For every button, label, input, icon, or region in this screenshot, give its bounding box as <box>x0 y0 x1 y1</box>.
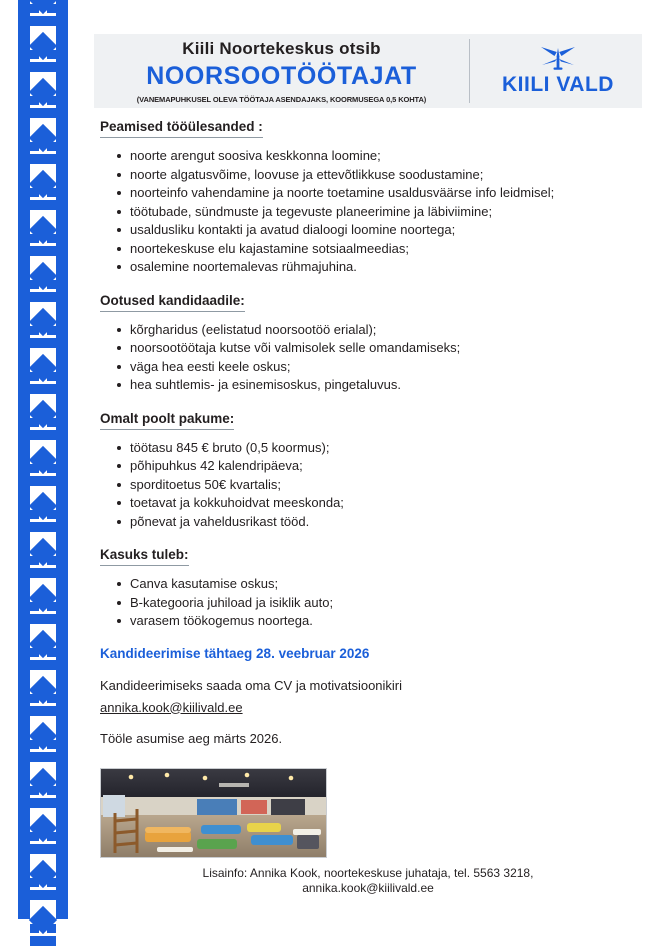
ribbon-bar-right <box>56 0 68 919</box>
poster-header <box>94 34 642 108</box>
section-title: Kasuks tuleb: <box>100 547 189 566</box>
header-note: (VANEMAPUHKUSEL OLEVA TÖÖTAJA ASENDAJAKS, KOORMUSEGA 0,5 KOHTA) <box>136 94 427 104</box>
section-list <box>106 576 642 630</box>
footer-line-1: Lisainfo: Annika Kook, noortekeskuse juhataja, tel. 5563 3218, <box>202 866 534 880</box>
footer-line-2: annika.kook@kiilivald.ee <box>302 881 434 895</box>
list-item: B-kategooria juhiload ja isiklik auto; <box>130 595 642 612</box>
list-item: noorsootöötaja kutse või valmisolek selle omandamiseks; <box>130 340 642 357</box>
section-offer <box>94 410 642 531</box>
section-title: Ootused kandidaadile: <box>100 293 245 312</box>
section-tasks <box>94 118 642 276</box>
list-item: töötasu 845 € bruto (0,5 koormus); <box>130 440 642 457</box>
apply-instructions: Kandideerimiseks saada oma CV ja motivatsioonikiri <box>100 677 403 693</box>
list-item: põhipuhkus 42 kalendripäeva; <box>130 458 642 475</box>
list-item: noorte algatusvõime, loovuse ja ettevõtlikkuse soodustamine; <box>130 167 642 184</box>
list-item: hea suhtlemis- ja esinemisoskus, pingetaluvus. <box>130 377 642 394</box>
list-item: Canva kasutamise oskus; <box>130 576 642 593</box>
list-item: töötubade, sündmuste ja tegevuste planeerimine ja läbiviimine; <box>130 204 642 221</box>
list-item: toetavat ja kokkuhoidvat meeskonda; <box>130 495 642 512</box>
list-item: varasem töökogemus noortega. <box>130 613 642 630</box>
header-subtitle: Kiili Noortekeskus otsib <box>182 38 381 58</box>
dragonfly-icon <box>474 46 642 72</box>
poster-body <box>94 118 642 858</box>
section-title: Peamised tööülesanded : <box>100 119 263 138</box>
logo-block <box>470 46 642 97</box>
list-item: noorte arengut soosiva keskkonna loomine; <box>130 148 642 165</box>
list-item: põnevat ja vaheldusrikast tööd. <box>130 514 642 531</box>
section-expectations <box>94 292 642 394</box>
application-deadline: Kandideerimise tähtaeg 28. veebruar 2026 <box>100 645 370 661</box>
youth-centre-interior-photo <box>100 768 327 858</box>
section-list <box>106 322 642 394</box>
decorative-ribbon <box>0 0 86 919</box>
list-item: noortekeskuse elu kajastamine sotsiaalmeedias; <box>130 241 642 258</box>
poster-content <box>86 0 650 919</box>
list-item: väga hea eesti keele oskus; <box>130 359 642 376</box>
section-list <box>106 148 642 276</box>
list-item: osalemine noortemalevas rühmajuhina. <box>130 259 642 276</box>
section-bonus <box>94 546 642 630</box>
page-title: NOORSOOTÖÖTAJAT <box>146 61 417 90</box>
list-item: noorteinfo vahendamine ja noorte toetamine usaldusväärse info leidmisel; <box>130 185 642 202</box>
start-date-text: Tööle asumise aeg märts 2026. <box>100 730 283 746</box>
section-title: Omalt poolt pakume: <box>100 411 234 430</box>
list-item: kõrgharidus (eelistatud noorsootöö erialal); <box>130 322 642 339</box>
footer-contact <box>94 866 642 896</box>
list-item: sporditoetus 50€ kvartalis; <box>130 477 642 494</box>
header-title-block <box>94 39 469 104</box>
logo-text: KIILI VALD <box>502 72 614 96</box>
apply-email-link[interactable]: annika.kook@kiilivald.ee <box>100 699 243 715</box>
list-item: usaldusliku kontakti ja avatud dialoogi loomine noortega; <box>130 222 642 239</box>
section-list <box>106 440 642 531</box>
